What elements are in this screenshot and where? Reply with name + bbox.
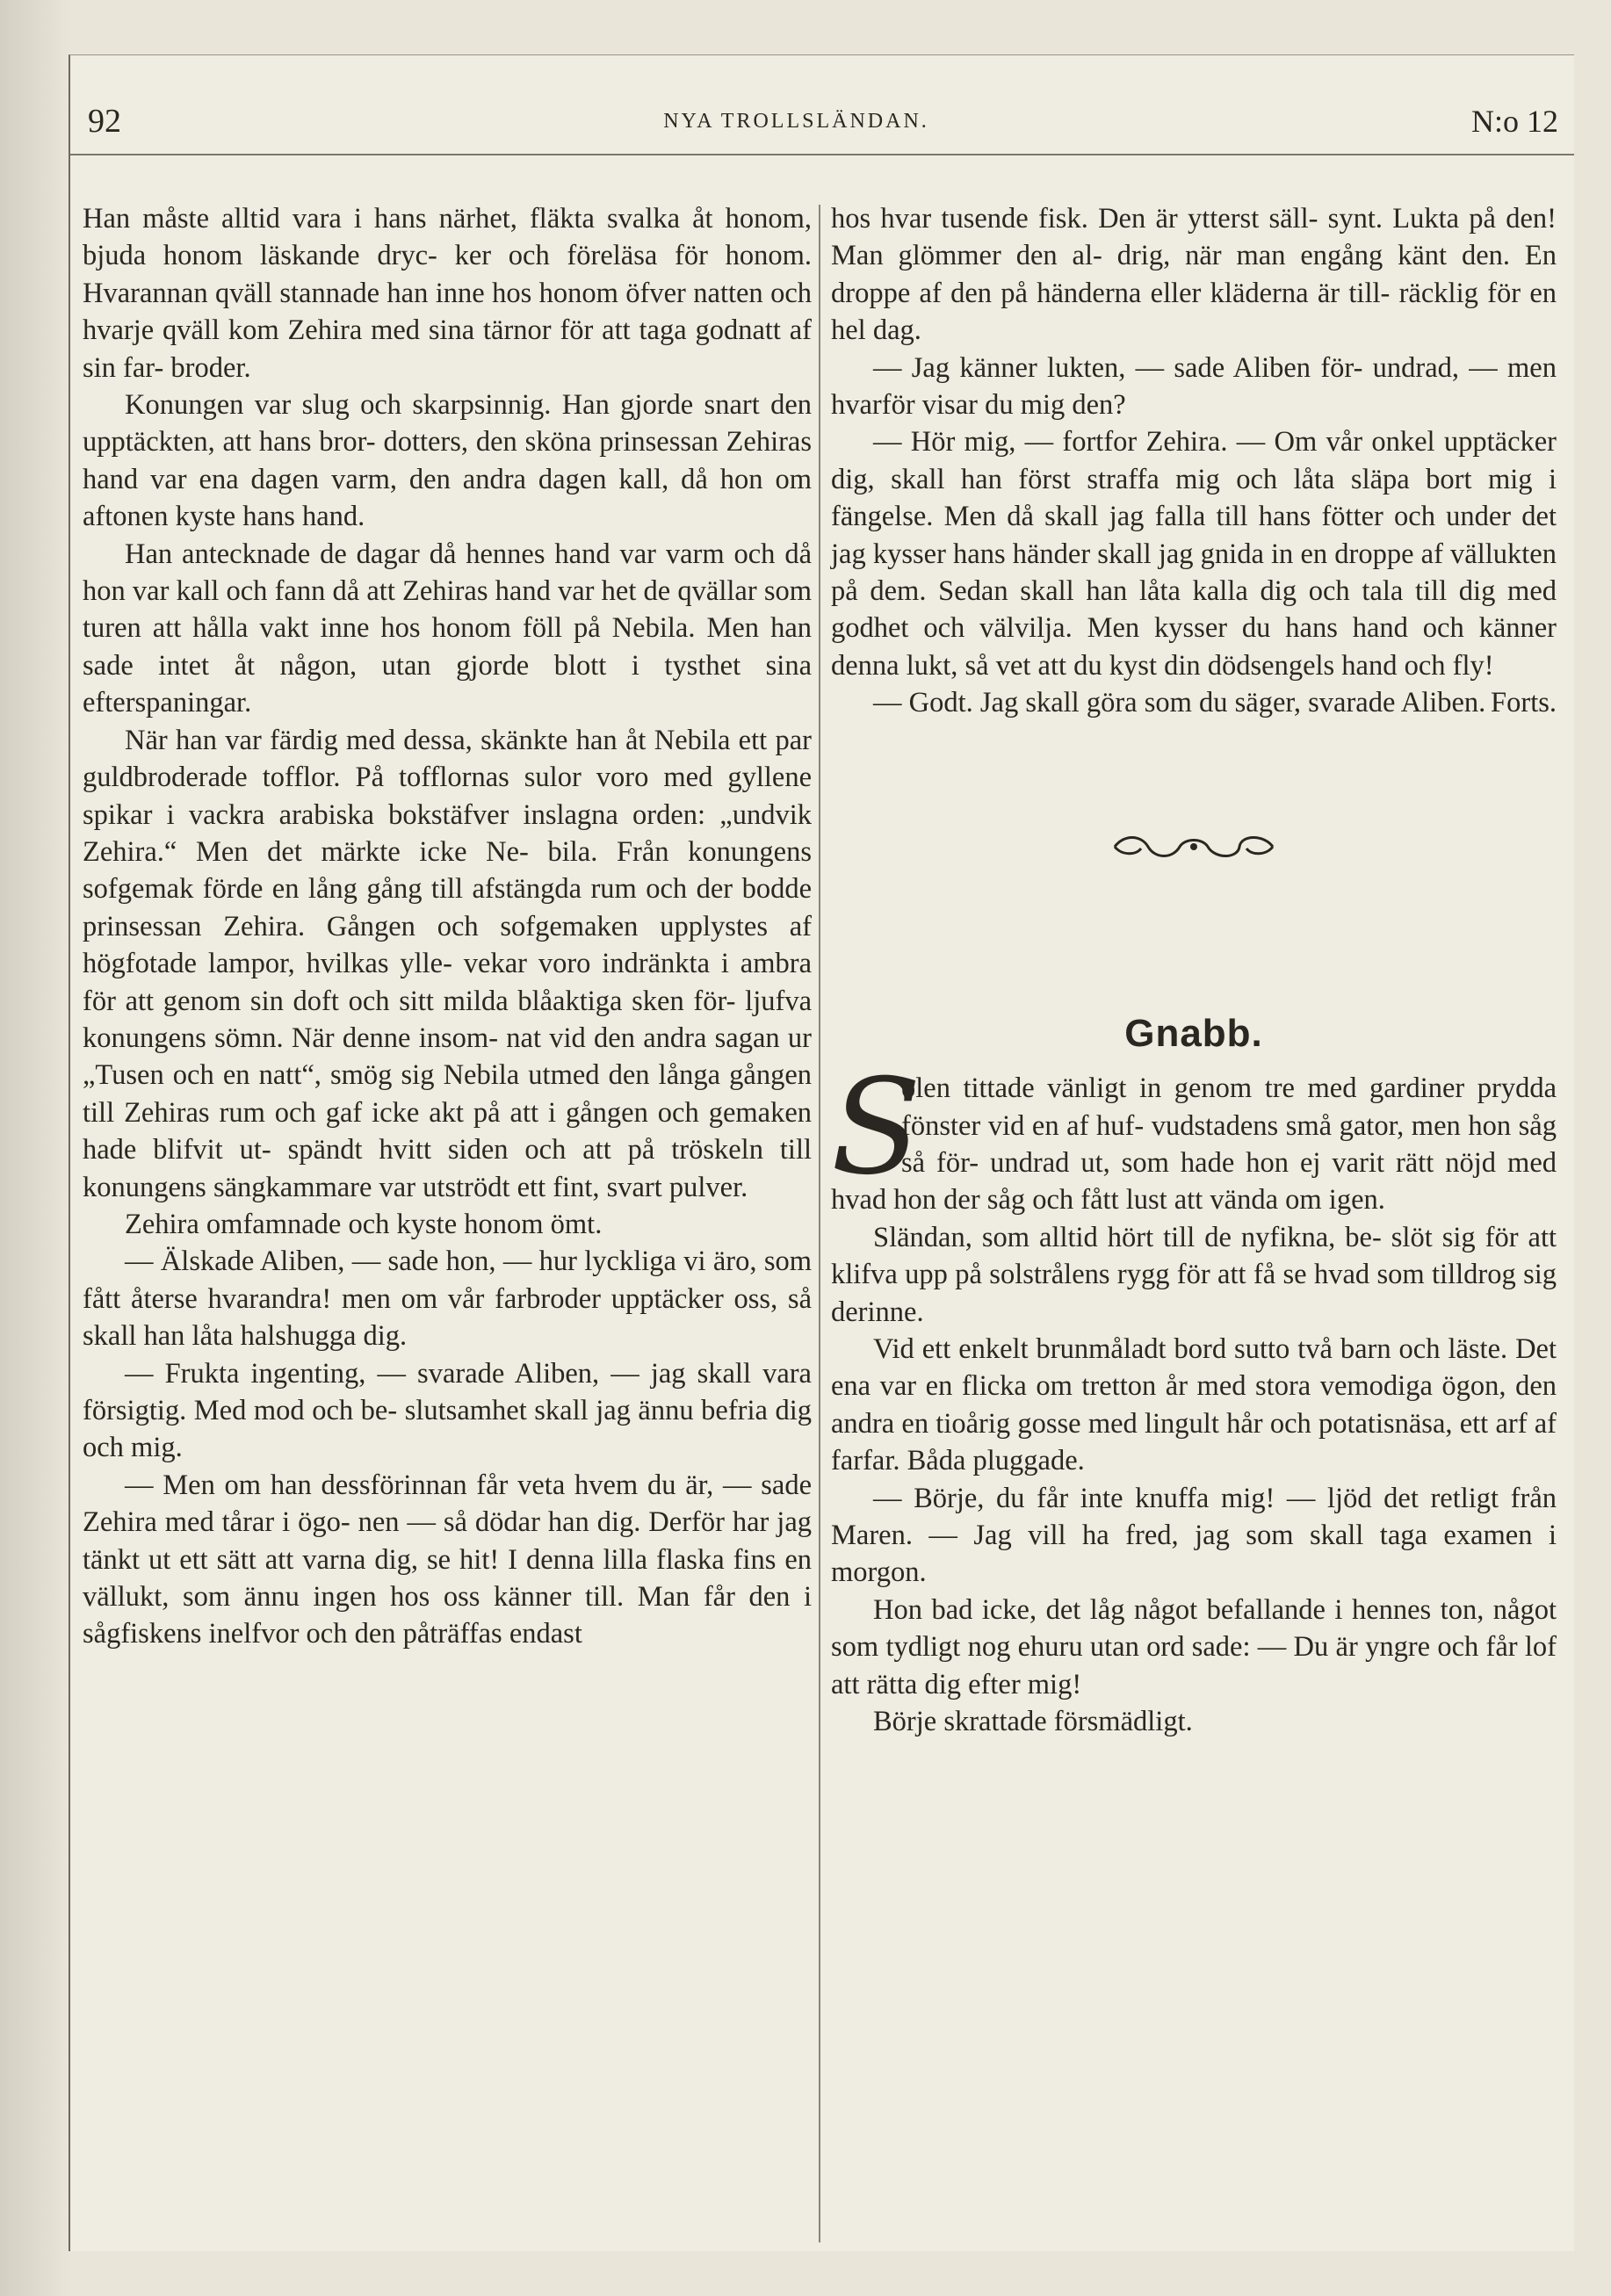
journal-title: NYA TROLLSLÄNDAN.: [663, 109, 929, 133]
story-title: Gnabb.: [1124, 1011, 1263, 1055]
right-column: [831, 200, 1557, 1740]
page-number: 92: [88, 103, 121, 140]
left-paragraph: — Men om han dessförinnan får veta hvem du är, — sade Zehira med tårar i ögo- nen — så dödar han dig. Derför har jag tänkt ut ett sätt att varna dig, se hit! I denna lilla flaska fins en vällukt, som ännu ingen hos oss känner till. Man får den i sågfiskens inelfvor och den påträffas endast: [83, 1469, 812, 1650]
left-column: [83, 200, 812, 1653]
left-paragraph: — Frukta ingenting, — svarade Aliben, — jag skall vara försigtig. Med mod och be- slutsamhet skall jag ännu befria dig och mig.: [83, 1357, 812, 1464]
story-paragraph: Sländan, som alltid hört till de nyfikna, be- slöt sig för att klifva upp på solstrålens rygg för att få se hvad som tilldrog sig derinne.: [831, 1221, 1557, 1328]
left-paragraph: Han måste alltid vara i hans närhet, fläkta svalka åt honom, bjuda honom läskande dryc- ker och föreläsa för honom. Hvarannan qväll stannade han inne hos honom öfver natten och hvarje qväll kom Zehira med sina tärnor för att taga godnatt af sin far- broder.: [83, 203, 812, 384]
left-paragraph: Konungen var slug och skarpsinnig. Han gjorde snart den upptäckten, att hans bror- dotters, den sköna prinsessan Zehiras hand var ena dagen varm, den andra dagen kall, då hon om aftonen kyste hans hand.: [83, 389, 812, 533]
drop-cap: S: [831, 1051, 921, 1205]
left-paragraph: Zehira omfamnade och kyste honom ömt.: [125, 1208, 603, 1240]
right-paragraph: — Jag känner lukten, — sade Aliben för- undrad, — men hvarför visar du mig den?: [831, 351, 1557, 422]
left-paragraph: När han var färdig med dessa, skänkte han åt Nebila ett par guldbroderade tofflor. På tofflornas sulor voro med gyllene spikar i vackra arabiska bokstäfver inslagna orden: „undvik Zehira.“ Men det märkte icke Ne- bila. Från konungens sofgemak förde en lång gång till afstängda rum och der bodde prinsessan Zehira. Gången och sofgemaken upplystes af högfotade lampor, hvilkas ylle- vekar voro indränkta i ambra för att genom sin doft och sitt milda blåaktiga sken för- ljufva konungens sömn. När denne insom- nat vid den andra sagan ur „Tusen och en natt“, smög sig Nebila utmed den långa gången till Zehiras rum och gaf icke akt på att i gången och gemaken hade blifvit ut- spändt hvitt siden och att på tröskeln till konungens sängkammare var utströdt ett fint, svart pulver.: [83, 724, 812, 1203]
issue-number: N:o 12: [1470, 104, 1558, 139]
right-paragraph: — Hör mig, — fortfor Zehira. — Om vår onkel upptäcker dig, skall han först straffa mig och låta släpa bort mig i fängelse. Men då skall jag falla till hans fötter och under det jag kysser hans händer skall jag gnida in en droppe af vällukten på dem. Sedan skall han låta kalla dig och tala till dig med godhet och välvilja. Men kysser du hans hand och känner denna lukt, så vet att du kyst din dödsengels hand och fly!: [831, 426, 1557, 682]
running-head: [88, 90, 1558, 152]
story-paragraph: Hon bad icke, det låg något befallande i hennes ton, något som tydligt nog ehuru utan ord sade: — Du är yngre och får lof att rätta dig efter mig!: [831, 1593, 1557, 1700]
scroll-ornament-icon: [831, 827, 1557, 866]
right-paragraph: hos hvar tusende fisk. Den är ytterst säll- synt. Lukta på den! Man glömmer den al- drig, när man engång känt den. En droppe af den på händerna eller kläderna är till- räcklig för en hel dag.: [831, 203, 1557, 347]
magazine-page: [69, 54, 1574, 2251]
closing-line: [831, 684, 1557, 721]
story-paragraph: Vid ett enkelt brunmåladt bord sutto två barn och läste. Det ena var en flicka om tretton år med stora vemodiga ögon, den andra en tioårig gosse med lingult hår och potatisnäsa, ett arf af farfar. Båda pluggade.: [831, 1332, 1557, 1477]
left-paragraph: — Älskade Aliben, — sade hon, — hur lyckliga vi äro, som fått återse hvarandra! men om vår farbroder upptäcker oss, så skall han låta halshugga dig.: [83, 1245, 812, 1353]
story-opening: [831, 1051, 1557, 1219]
story-paragraph: olen tittade vänligt in genom tre med gardiner prydda fönster vid en af huf- vudstadens små gator, men hon såg så för- undrad ut, som hade hon ej varit rätt nöjd med hvad hon der såg och fått lust att vända om igen.: [831, 1072, 1557, 1217]
column-divider: [819, 205, 820, 2242]
continued-label: Forts.: [1491, 687, 1557, 719]
right-paragraph: — Godt. Jag skall göra som du säger, svarade Aliben.: [873, 687, 1486, 719]
story-paragraph: Börje skrattade försmädligt.: [873, 1706, 1193, 1737]
left-paragraph: Han antecknade de dagar då hennes hand var varm och då hon var kall och fann då att Zehiras hand var het de qvällar som turen att hålla vakt inne hos honom föll på Nebila. Men han sade intet åt någon, utan gjorde blott i tysthet sina efterspaningar.: [83, 538, 812, 719]
page-fold-shadow: [0, 0, 70, 2296]
header-rule: [70, 154, 1574, 155]
story-paragraph: — Börje, du får inte knuffa mig! — ljöd det retligt från Maren. — Jag vill ha fred, jag som skall taga examen i morgon.: [831, 1482, 1557, 1589]
